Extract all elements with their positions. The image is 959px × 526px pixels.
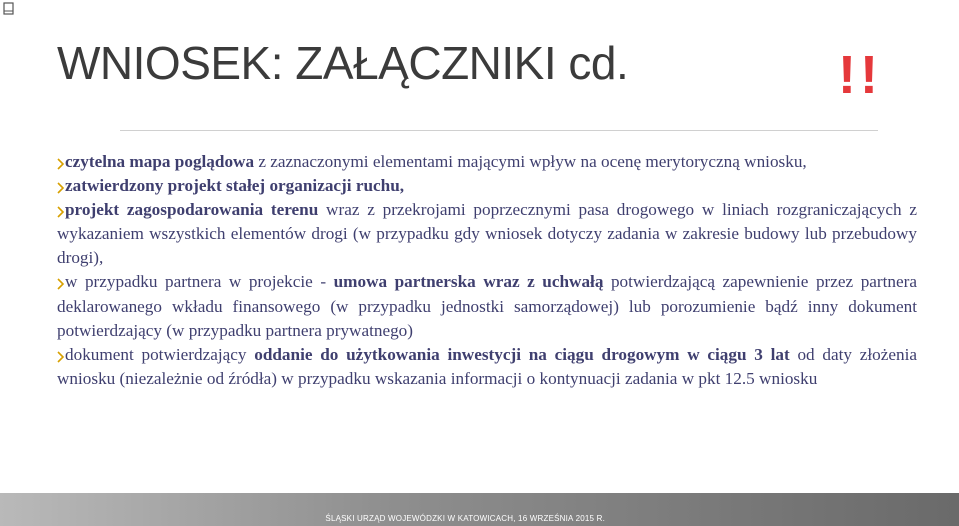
- exclamation-mark: !!: [838, 45, 882, 105]
- bullet-list: [57, 150, 917, 391]
- footer-text: ŚLĄSKI URZĄD WOJEWÓDZKI W KATOWICACH, 16 WRZEŚNIA 2015 R.: [325, 514, 605, 523]
- slide-title: WNIOSEK: ZAŁĄCZNIKI cd.: [57, 37, 629, 89]
- arrow-bullet-icon: [57, 158, 63, 167]
- tablet-icon: [3, 2, 15, 15]
- list-item: [57, 150, 917, 174]
- item-bold: umowa partnerska wraz z uchwałą: [333, 272, 604, 292]
- arrow-bullet-icon: [57, 182, 63, 191]
- item-text-pre: w przypadku partnera w projekcie -: [65, 272, 334, 292]
- list-item: [57, 198, 917, 270]
- list-item: [57, 174, 917, 198]
- arrow-bullet-icon: [57, 278, 63, 287]
- item-text: od daty złożenia wniosku (niezależnie od źródła) w przypadku wskazania informacji o kontynuacji zadania w pkt 12.5 wniosku: [57, 344, 917, 388]
- list-item: [57, 270, 917, 342]
- item-bold: oddanie do użytkowania inwestycji na ciągu drogowym w ciągu 3 lat: [254, 344, 790, 364]
- item-text: z zaznaczonymi elementami mającymi wpływ na ocenę merytoryczną wniosku,: [254, 152, 807, 171]
- arrow-bullet-icon: [57, 206, 63, 215]
- item-text: potwierdzającą zapewnienie przez partnera deklarowanego wkładu finansowego (w przypadku jednostki samorządowej) lub porozumienie bądź inny dokument potwierdzający (w przypadku partnera prywatnego): [57, 272, 917, 340]
- footer-bar: [0, 493, 959, 526]
- item-bold: czytelna mapa poglądowa: [65, 152, 255, 171]
- title-divider: [120, 130, 878, 131]
- list-item: [57, 343, 917, 391]
- item-bold: zatwierdzony projekt stałej organizacji ruchu,: [65, 176, 405, 196]
- item-bold: projekt zagospodarowania terenu: [65, 200, 319, 220]
- item-text-pre: dokument potwierdzający: [65, 344, 255, 364]
- item-text: wraz z przekrojami poprzecznymi pasa drogowego w liniach rozgraniczających z wykazaniem wszystkich elementów drogi (w przypadku gdy wniosek dotyczy zadania w zakresie budowy lub przebudowy drogi),: [57, 200, 917, 268]
- arrow-bullet-icon: [57, 351, 63, 360]
